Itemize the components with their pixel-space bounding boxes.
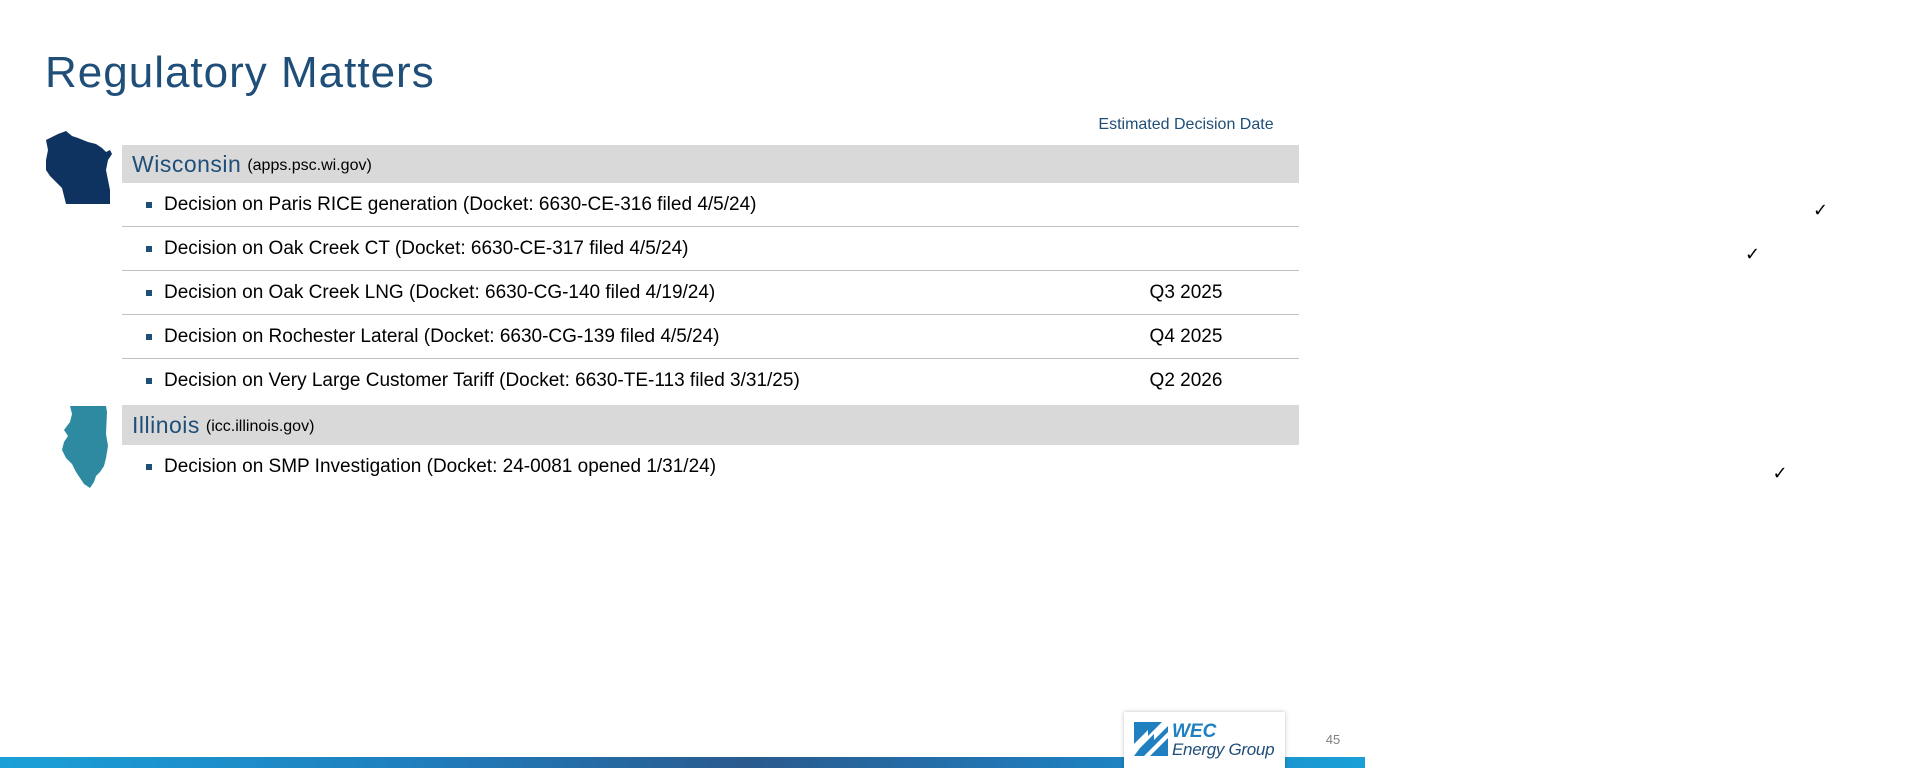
bullet-icon bbox=[146, 464, 152, 470]
bullet-icon bbox=[146, 246, 152, 252]
logo-text-wec: WEC bbox=[1172, 721, 1217, 742]
row-text: Decision on Rochester Lateral (Docket: 6630-CG-139 filed 4/5/24) bbox=[164, 325, 720, 347]
wisconsin-map-icon bbox=[44, 130, 114, 206]
table-row bbox=[122, 445, 1788, 489]
illinois-section-header bbox=[122, 405, 1299, 445]
page-number: 45 bbox=[1325, 732, 1341, 747]
bullet-icon bbox=[146, 290, 152, 296]
bullet-icon bbox=[146, 378, 152, 384]
row-text: Decision on Oak Creek CT (Docket: 6630-CE-317 filed 4/5/24) bbox=[164, 237, 689, 259]
wisconsin-section bbox=[122, 145, 1829, 403]
decision-date: Q4 2025 bbox=[1149, 325, 1223, 347]
row-text: Decision on SMP Investigation (Docket: 24-0081 opened 1/31/24) bbox=[164, 456, 717, 477]
row-text: Decision on Paris RICE generation (Docket: 6630-CE-316 filed 4/5/24) bbox=[164, 193, 757, 215]
table-row bbox=[122, 227, 1761, 271]
section-link-illinois[interactable]: (icc.illinois.gov) bbox=[205, 417, 315, 435]
section-name-wisconsin: Wisconsin bbox=[132, 150, 242, 177]
row-text: Decision on Oak Creek LNG (Docket: 6630-CG-140 filed 4/19/24) bbox=[164, 281, 716, 303]
row-text: Decision on Very Large Customer Tariff (Docket: 6630-TE-113 filed 3/31/25) bbox=[164, 370, 800, 391]
logo-text-energy-group: Energy Group bbox=[1172, 740, 1275, 759]
wec-logo-mark-icon bbox=[1134, 722, 1168, 756]
decision-date: Q3 2025 bbox=[1149, 281, 1223, 303]
table-row bbox=[122, 183, 1829, 227]
column-header-decision-date: Estimated Decision Date bbox=[1098, 116, 1274, 133]
table-row bbox=[122, 271, 1299, 315]
page-title: Regulatory Matters bbox=[45, 48, 435, 97]
checkmark-icon: ✓ bbox=[1744, 244, 1761, 265]
section-link-wisconsin[interactable]: (apps.psc.wi.gov) bbox=[247, 156, 372, 174]
company-logo bbox=[1124, 712, 1285, 768]
illinois-section bbox=[122, 405, 1788, 489]
section-name-illinois: Illinois bbox=[132, 411, 200, 438]
table-row bbox=[122, 359, 1299, 403]
decision-date: Q2 2026 bbox=[1149, 370, 1223, 391]
checkmark-icon: ✓ bbox=[1772, 462, 1788, 484]
bullet-icon bbox=[146, 334, 152, 340]
bullet-icon bbox=[146, 202, 152, 208]
illinois-map-icon bbox=[60, 406, 110, 490]
wisconsin-section-header bbox=[122, 145, 1299, 183]
checkmark-icon: ✓ bbox=[1812, 200, 1829, 221]
table-row bbox=[122, 315, 1299, 359]
